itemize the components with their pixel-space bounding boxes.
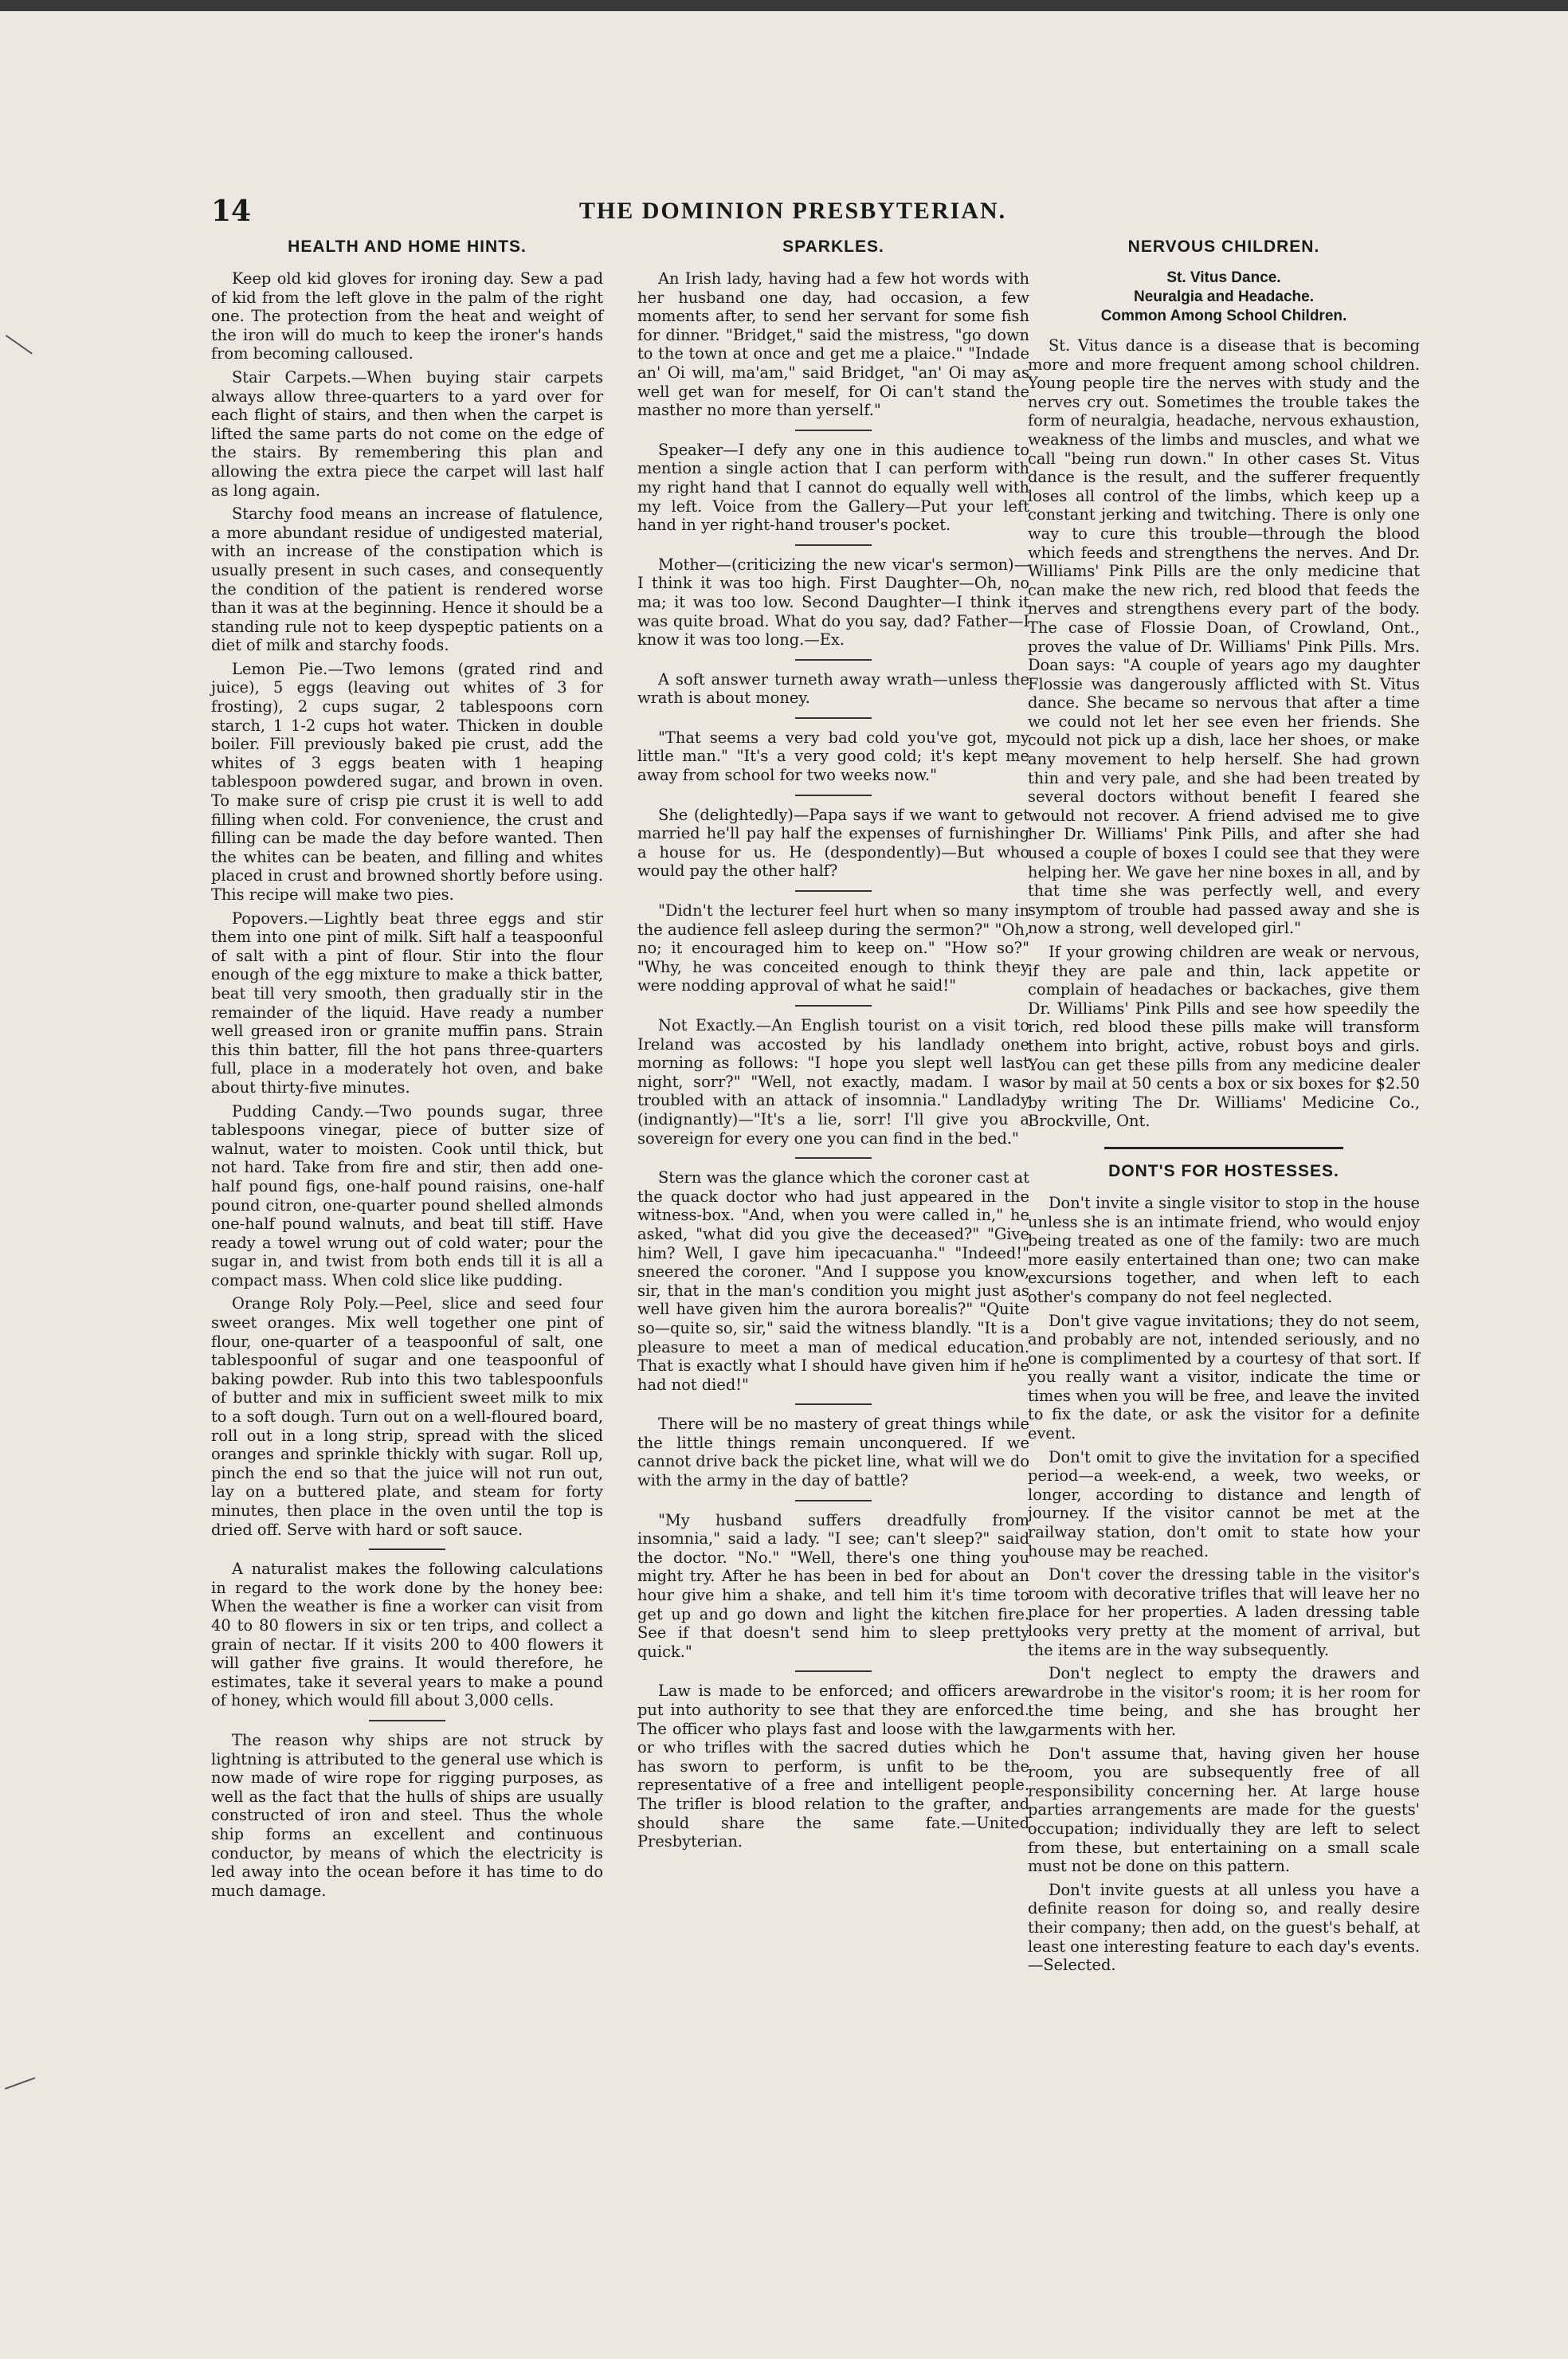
article-paragraph: Don't omit to give the invitation for a specified period—a week-end, a week, two weeks, or longer, according to distance and length of journey. If the visitor cannot be met at the railway station, don't omit to state how your house may be reached. bbox=[1028, 1447, 1420, 1560]
joke-item: Law is made to be enforced; and officers are put into authority to see that they are enforced. The officer who plays fast and loose with the law, or who trifles with the sacred duties which he has sworn to perform, is unfit to be the representative of a free and intelligent people. The trifler is blood relation to the grafter, and should share the same fate.—United Presbyterian. bbox=[637, 1682, 1029, 1851]
joke-item: A soft answer turneth away wrath—unless the wrath is about money. bbox=[637, 669, 1029, 708]
article-paragraph: Keep old kid gloves for ironing day. Sew a pad of kid from the left glove in the palm of the right one. The protection from the heat and weight of the iron will do much to keep the ironer's hands from becoming calloused. bbox=[211, 269, 603, 363]
subheading-group bbox=[1028, 269, 1420, 325]
divider bbox=[795, 795, 872, 796]
masthead: THE DOMINION PRESBYTERIAN. bbox=[578, 198, 1007, 224]
divider bbox=[795, 659, 872, 661]
article-paragraph: Pudding Candy.—Two pounds sugar, three tablespoons vinegar, piece of butter size of walnut, water to moisten. Cook until thick, but not hard. Take from fire and stir, then add one-half pound figs, one-half pound raisins, one-half pound citron, one-quarter pound shelled almonds one-half pound walnuts, and beat till stiff. Have ready a towel wrung out of cold water; pour the sugar in, and twist from both ends till it is all a compact mass. When cold slice like pudding. bbox=[211, 1101, 603, 1289]
divider bbox=[795, 890, 872, 892]
article-paragraph: St. Vitus dance is a disease that is becoming more and more frequent among school children. Young people tire the nerves with study and the nerves cry out. Sometimes the trouble takes the form of neuralgia, headache, nervous exhaustion, weakness of the limbs and muscles, and what we call "being run down." In other cases St. Vitus dance is the result, and the sufferer frequently loses all control of the limbs, which keep up a constant jerking and twitching. There is only one way to cure this trouble—through the blood which feeds and strengthens the nerves. And Dr. Williams' Pink Pills are the only medicine that can make the new rich, red blood that feeds the nerves and strengthens every part of the body. The case of Flossie Doan, of Crowland, Ont., proves the value of Dr. Williams' Pink Pills. Mrs. Doan says: "A couple of years ago my daughter Flossie was dangerously afflicted with St. Vitus dance. She became so nervous that after a time we could not let her see even her friends. She could not pick up a dish, lace her shoes, or make any movement to help herself. She had grown thin and very pale, and she had been treated by several doctors without benefit I feared she would not recover. A friend advised me to give her Dr. Williams' Pink Pills, and after she had used a couple of boxes I could see that they were helping her. We gave her nine boxes in all, and by that time she was perfectly well, and every symptom of trouble had passed away and she is now a strong, well developed girl." bbox=[1028, 336, 1420, 938]
article-paragraph: Don't assume that, having given her house room, you are subsequently free of all responsibility concerning her. At large house parties arrangements are made for the guests' occupation; individually they are left to select from these, but entertaining on a small scale must not be done on this pattern. bbox=[1028, 1744, 1420, 1876]
article-paragraph: Don't cover the dressing table in the visitor's room with decorative trifles that will leave her no place for her properties. A laden dressing table looks very pretty at the moment of arrival, but the items are in the way subsequently. bbox=[1028, 1565, 1420, 1659]
article-paragraph: Lemon Pie.—Two lemons (grated rind and juice), 5 eggs (leaving out whites of 3 for frosting), 2 cups sugar, 2 tablespoons corn starch, 1 1-2 cups hot water. Thicken in double boiler. Fill previously baked pie crust, add the whites of 3 eggs beaten with 1 heaping tablespoon powdered sugar, and brown in oven. To make sure of crisp pie crust it is well to add filling when cold. For convenience, the crust and filling can be made the day before wanted. Then the whites can be beaten, and filling and whites placed in crust and browned shortly before using. This recipe will make two pies. bbox=[211, 659, 603, 904]
divider bbox=[795, 430, 872, 431]
subheading: Common Among School Children. bbox=[1100, 308, 1347, 324]
scan-edge bbox=[0, 0, 1568, 11]
divider bbox=[795, 1670, 872, 1672]
joke-item: "Didn't the lecturer feel hurt when so many in the audience fell asleep during the sermon?" "Oh, no; it encouraged him to keep on." "How so?" "Why, he was conceited enough to think they were nodding approval of what he said!" bbox=[637, 901, 1029, 995]
page-header bbox=[211, 194, 1374, 234]
article-paragraph: Don't give vague invitations; they do not seem, and probably are not, intended seriously, and no one is complimented by a courtesy of that sort. If you really want a visitor, indicate the time or times when you will be free, and leave the invited to fix the date, or ask the visitor for a definite event. bbox=[1028, 1311, 1420, 1443]
article-paragraph: If your growing children are weak or nervous, if they are pale and thin, lack appetite or complain of headaches or backaches, give them Dr. Williams' Pink Pills and see how speedily the rich, red blood these pills make will transform them into bright, active, robust boys and girls. You can get these pills from any medicine dealer or by mail at 50 cents a box or six boxes for $2.50 by writing The Dr. Williams' Medicine Co., Brockville, Ont. bbox=[1028, 943, 1420, 1131]
margin-mark bbox=[6, 335, 33, 355]
article-paragraph: Starchy food means an increase of flatulence, a more abundant residue of undigested material, with an increase of the constipation which is usually present in such cases, and consequently the condition of the patient is rendered worse than it was at the beginning. Hence it should be a standing rule not to keep dyspeptic patients on a diet of milk and starchy foods. bbox=[211, 504, 603, 655]
divider bbox=[369, 1548, 445, 1550]
article-paragraph: Orange Roly Poly.—Peel, slice and seed four sweet oranges. Mix well together one pint of flour, one-quarter of a teaspoonful of salt, one tablespoonful of sugar and one teaspoonful of baking powder. Rub into this two tablespoonfuls of butter and mix in sufficient sweet milk to mix to a soft dough. Turn out on a well-floured board, roll out in a long strip, spread with the sliced oranges and sprinkle thickly with sugar. Roll up, pinch the end so that the juice will not run out, lay on a buttered plate, and steam for forty minutes, then place in the oven until the top is dried off. Serve with hard or soft sauce. bbox=[211, 1294, 603, 1539]
article-paragraph: Don't invite guests at all unless you have a definite reason for doing so, and really desire their company; then add, on the guest's behalf, at least one interesting feature to each day's events.—Selected. bbox=[1028, 1880, 1420, 1975]
article-paragraph: The reason why ships are not struck by lightning is attributed to the general use which is now made of wire rope for rigging purposes, as well as the fact that the hulls of ships are usually constructed of iron and steel. Thus the whole ship forms an excellent and continuous conductor, by means of which the electricity is led away into the ocean before it has time to do much damage. bbox=[211, 1730, 603, 1900]
divider bbox=[795, 544, 872, 546]
section-heading: HEALTH AND HOME HINTS. bbox=[288, 237, 527, 256]
joke-item: Not Exactly.—An English tourist on a visit to Ireland was accosted by his landlady one morning as follows: "I hope you slept well last night, sorr?" "Well, not exactly, madam. I was troubled with an attack of insomnia." Landlady (indignantly)—"It's a lie, sorr! I'll give you a sovereign for every one you can find in the bed." bbox=[637, 1016, 1029, 1148]
joke-item: An Irish lady, having had a few hot words with her husband one day, had occasion, a few moments after, to send her servant for some fish for dinner. "Bridget," said the mistress, "go down to the town at once and get me a plaice." "Indade an' Oi will, ma'am," said Bridget, "an' Oi may as well get wan for meself, for Oi can't stand the masther no more than yerself." bbox=[637, 269, 1029, 420]
subheading: St. Vitus Dance. bbox=[1166, 269, 1281, 286]
joke-item: "My husband suffers dreadfully from insomnia," said a lady. "I see; can't sleep?" said the doctor. "No." "Well, there's one thing you might try. After he has been in bed for about an hour give him a shake, and tell him it's time to get up and go down and light the kitchen fire. See if that doesn't send him to sleep pretty quick." bbox=[637, 1510, 1029, 1661]
divider bbox=[795, 1157, 872, 1159]
section-heading: SPARKLES. bbox=[782, 237, 884, 256]
article-paragraph: A naturalist makes the following calculations in regard to the work done by the honey bee: When the weather is fine a worker can visit from 40 to 80 flowers in six or ten trips, and collect a grain of nectar. If it visits 200 to 400 flowers it will gather five grains. It would therefore, he estimates, take it several years to make a pound of honey, which would fill about 3,000 cells. bbox=[211, 1560, 603, 1710]
joke-item: There will be no mastery of great things while the little things remain unconquered. If we cannot drive back the picket line, what will we do with the army in the day of battle? bbox=[637, 1415, 1029, 1490]
joke-item: "That seems a very bad cold you've got, my little man." "It's a very good cold; it's kept me away from school for two weeks now." bbox=[637, 728, 1029, 785]
joke-item: Mother—(criticizing the new vicar's sermon)—I think it was too high. First Daughter—Oh, no ma; it was too low. Second Daughter—I think it was quite broad. What do you say, dad? Father—I know it was too long.—Ex. bbox=[637, 555, 1029, 650]
divider bbox=[795, 1005, 872, 1007]
page-number: 14 bbox=[211, 194, 252, 228]
divider bbox=[795, 717, 872, 719]
divider bbox=[795, 1500, 872, 1501]
article-paragraph: Stair Carpets.—When buying stair carpets always allow three-quarters to a yard over for each flight of stairs, and then when the carpet is lifted the same parts do not come on the edge of the stairs. By remembering this plan and allowing the extra piece the carpet will last half as long again. bbox=[211, 367, 603, 500]
divider bbox=[1104, 1147, 1343, 1149]
joke-item: Speaker—I defy any one in this audience to mention a single action that I can perform with my right hand that I cannot do equally well with my left. Voice from the Gallery—Put your left hand in yer right-hand trouser's pocket. bbox=[637, 440, 1029, 535]
subheading: Neuralgia and Headache. bbox=[1134, 288, 1314, 305]
article-paragraph: Don't neglect to empty the drawers and wardrobe in the visitor's room; it is her room for the time being, and she has brought her garments with her. bbox=[1028, 1664, 1420, 1739]
column-sparkles bbox=[637, 233, 1029, 1856]
joke-item: Stern was the glance which the coroner cast at the quack doctor who had just appeared in the witness-box. "And, when you were called in," he asked, "what did you give the deceased?" "Give him? Well, I gave him ipecacuanha." "Indeed!" sneered the coroner. "And I suppose you know, sir, that in the man's condition you might just as well have given him the aurora borealis?" "Quite so—quite so, sir," said the witness blandly. "It is a pleasure to meet a man of medical education. That is exactly what I should have given him if he had not died!" bbox=[637, 1168, 1029, 1394]
margin-mark bbox=[5, 2077, 35, 2090]
article-paragraph: Don't invite a single visitor to stop in the house unless she is an intimate friend, who would enjoy being treated as one of the family: two are much more easily entertained than one; two can make excursions together, and when left to each other's company do not feel neglected. bbox=[1028, 1193, 1420, 1306]
joke-item: She (delightedly)—Papa says if we want to get married he'll pay half the expenses of furnishing a house for us. He (despondently)—But who would pay the other half? bbox=[637, 805, 1029, 881]
column-health-hints bbox=[211, 233, 603, 1905]
divider bbox=[369, 1720, 445, 1721]
article-paragraph: Popovers.—Lightly beat three eggs and stir them into one pint of milk. Sift half a teaspoonful of salt with a pint of flour. Stir into the flour enough of the egg mixture to make a thick batter, beat till very smooth, then gradually stir in the remainder of the liquid. Have ready a number well greased iron or granite muffin pans. Strain this thin batter, fill the hot pans three-quarters full, place in a moderately hot oven, and bake about thirty-five minutes. bbox=[211, 909, 603, 1097]
column-nervous-children bbox=[1028, 233, 1420, 1980]
section-heading: DONT'S FOR HOSTESSES. bbox=[1108, 1161, 1339, 1180]
divider bbox=[795, 1403, 872, 1405]
section-heading: NERVOUS CHILDREN. bbox=[1127, 237, 1320, 256]
